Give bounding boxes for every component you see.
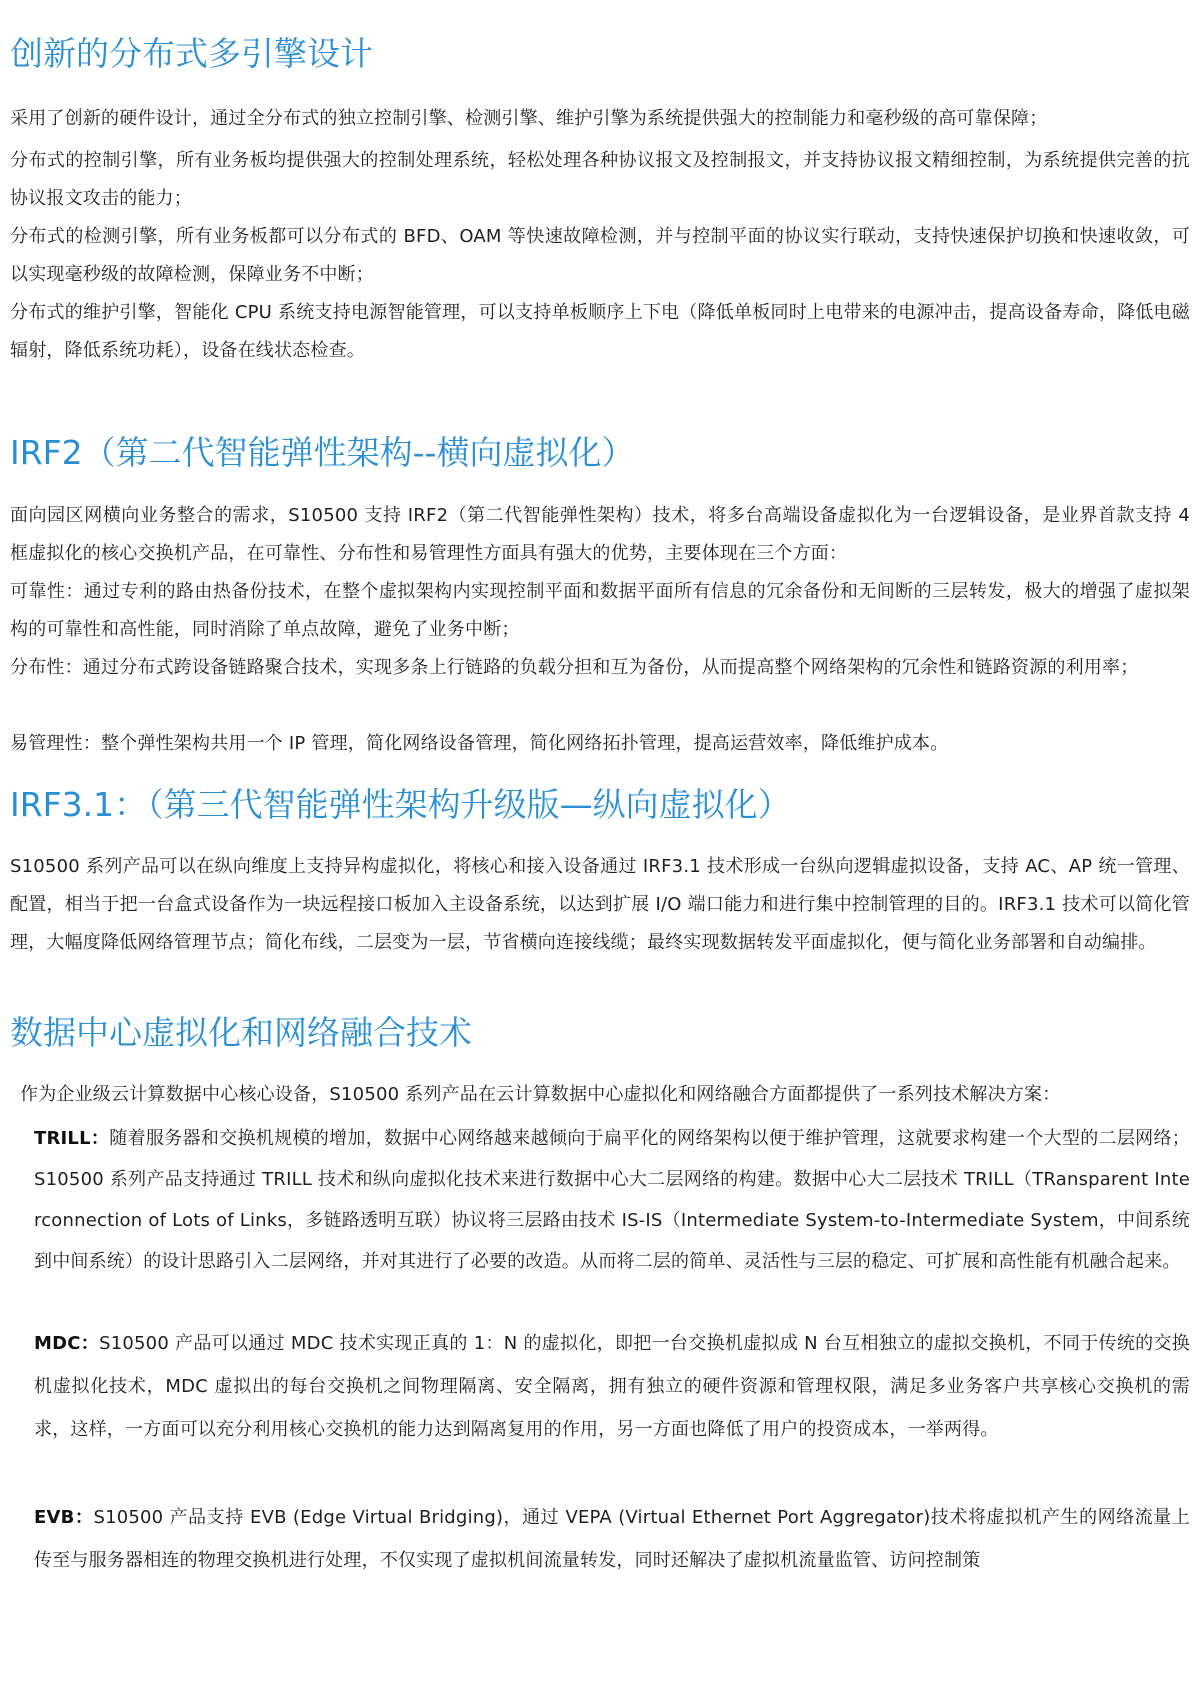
paragraph: 分布式的检测引擎，所有业务板都可以分布式的 BFD、OAM 等快速故障检测，并与控制平面的协议实行联动，支持快速保护切换和快速收敛，可以实现毫秒级的故障检测，保障业务不中断； [10, 226, 1190, 285]
paragraph: 分布性：通过分布式跨设备链路聚合技术，实现多条上行链路的负载分担和互为备份，从而提高整个网络架构的冗余性和链路资源的利用率； [10, 657, 1139, 678]
paragraph: 分布式的控制引擎，所有业务板均提供强大的控制处理系统，轻松处理各种协议报文及控制报文，并支持协议报文精细控制，为系统提供完善的抗协议报文攻击的能力； [10, 150, 1190, 209]
paragraph: 易管理性：整个弹性架构共用一个 IP 管理，简化网络设备管理，简化网络拓扑管理，提高运营效率，降低维护成本。 [10, 733, 949, 754]
paragraph: 分布式的维护引擎，智能化 CPU 系统支持电源智能管理，可以支持单板顺序上下电（降低单板同时上电带来的电源冲击，提高设备寿命，降低电磁辐射，降低系统功耗），设备在线状态检查。 [10, 302, 1190, 361]
paragraph: 采用了创新的硬件设计，通过全分布式的独立控制引擎、检测引擎、维护引擎为系统提供强大的控制能力和毫秒级的高可靠保障； [10, 108, 1048, 129]
evb-paragraph [34, 1496, 1190, 1582]
term-label: MDC： [34, 1333, 100, 1354]
section-title-datacenter: 数据中心虚拟化和网络融合技术 [10, 1013, 472, 1052]
term-text: 随着服务器和交换机规模的增加，数据中心网络越来越倾向于扁平化的网络架构以便于维护管理，这就要求构建一个大型的二层网络；S10500 系列产品支持通过 TRILL 技术和纵向虚拟化技术来进行数据中心大二层网络的构建。数据中心大二层技术 TRILL（TRansparent Interconnection of Lots of Links，多链路透明互联）协议将三层路由技术 IS-IS（Intermediate System-to-Intermediate System，中间系统到中间系统）的设计思路引入二层网络，并对其进行了必要的改造。从而将二层的简单、灵活性与三层的稳定、可扩展和高性能有机融合起来。 [34, 1128, 1190, 1272]
section-title-irf3: IRF3.1：（第三代智能弹性架构升级版—纵向虚拟化） [10, 785, 791, 824]
paragraph: 面向园区网横向业务整合的需求，S10500 支持 IRF2（第二代智能弹性架构）技术，将多台高端设备虚拟化为一台逻辑设备，是业界首款支持 4 框虚拟化的核心交换机产品，在可靠性、分布性和易管理性方面具有强大的优势，主要体现在三个方面： [10, 505, 1190, 564]
section-title-irf2: IRF2（第二代智能弹性架构--横向虚拟化） [10, 433, 635, 472]
term-label: EVB： [34, 1507, 94, 1528]
trill-paragraph [34, 1118, 1190, 1282]
paragraph: S10500 系列产品可以在纵向维度上支持异构虚拟化，将核心和接入设备通过 IRF3.1 技术形成一台纵向逻辑虚拟设备，支持 AC、AP 统一管理、配置，相当于把一台盒式设备作为一块远程接口板加入主设备系统，以达到扩展 I/O 端口能力和进行集中控制管理的目的。IRF3.1 技术可以简化管理，大幅度降低网络管理节点；简化布线，二层变为一层，节省横向连接线缆；最终实现数据转发平面虚拟化，便与简化业务部署和自动编排。 [10, 856, 1190, 953]
section-title-distributed-engine: 创新的分布式多引擎设计 [10, 34, 373, 73]
term-label: TRILL： [34, 1128, 110, 1149]
intro-paragraph: 作为企业级云计算数据中心核心设备，S10500 系列产品在云计算数据中心虚拟化和网络融合方面都提供了一系列技术解决方案： [20, 1084, 1061, 1105]
term-text: S10500 产品可以通过 MDC 技术实现正真的 1：N 的虚拟化，即把一台交换机虚拟成 N 台互相独立的虚拟交换机，不同于传统的交换机虚拟化技术，MDC 虚拟出的每台交换机之间物理隔离、安全隔离，拥有独立的硬件资源和管理权限，满足多业务客户共享核心交换机的需求，这样，一方面可以充分利用核心交换机的能力达到隔离复用的作用，另一方面也降低了用户的投资成本，一举两得。 [34, 1333, 1190, 1440]
paragraph: 可靠性：通过专利的路由热备份技术，在整个虚拟架构内实现控制平面和数据平面所有信息的冗余备份和无间断的三层转发，极大的增强了虚拟架构的可靠性和高性能，同时消除了单点故障，避免了业务中断； [10, 581, 1190, 640]
mdc-paragraph [34, 1322, 1190, 1451]
term-text: S10500 产品支持 EVB (Edge Virtual Bridging)，通过 VEPA (Virtual Ethernet Port Aggregator)技术将虚拟机产生的网络流量上传至与服务器相连的物理交换机进行处理，不仅实现了虚拟机间流量转发，同时还解决了虚拟机流量监管、访问控制策 [34, 1507, 1190, 1571]
